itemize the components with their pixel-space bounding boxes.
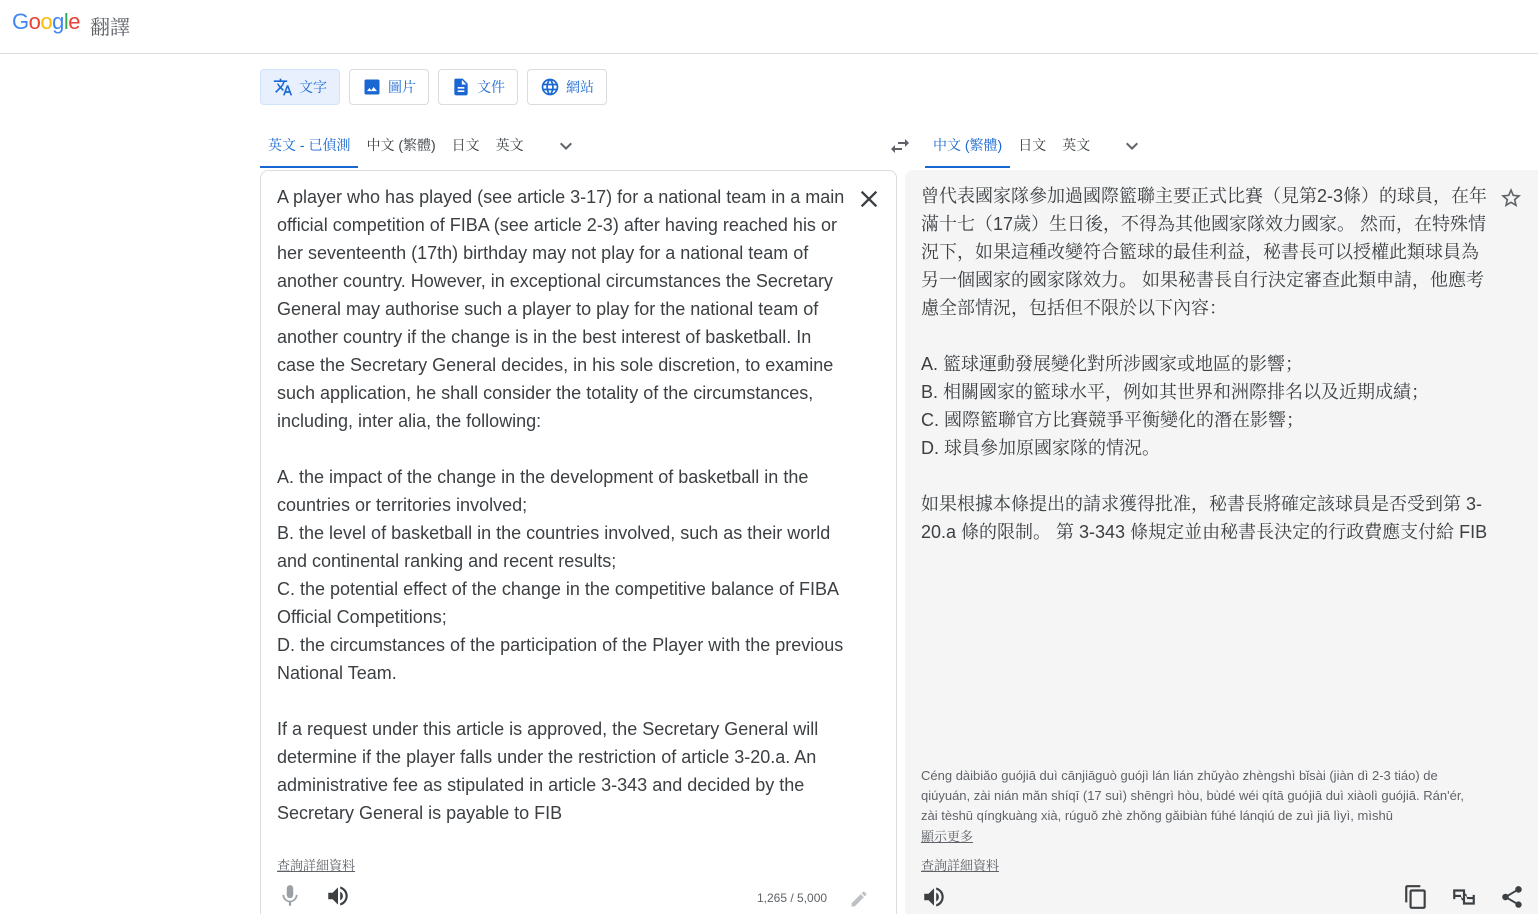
share-icon[interactable] (1499, 884, 1525, 910)
mode-website-button[interactable]: 網站 (527, 69, 607, 105)
star-icon[interactable] (1499, 186, 1523, 210)
source-lang-detected[interactable]: 英文 - 已偵測 (260, 130, 358, 168)
source-lang-english[interactable]: 英文 (495, 137, 524, 153)
source-lang-japanese[interactable]: 日文 (451, 137, 480, 153)
chevron-down-icon[interactable] (1120, 134, 1144, 158)
microphone-icon[interactable] (277, 883, 303, 909)
mode-selector (260, 69, 607, 105)
source-lang-chinese[interactable]: 中文 (繁體) (366, 137, 436, 153)
show-more-link[interactable]: 顯示更多 (921, 829, 974, 844)
target-lang-japanese[interactable]: 日文 (1018, 137, 1047, 153)
swap-languages-icon[interactable] (888, 134, 912, 158)
target-lang-chinese[interactable]: 中文 (繁體) (925, 130, 1010, 168)
target-panel (905, 170, 1538, 914)
feedback-icon[interactable] (1451, 884, 1477, 910)
romanization-text: Céng dàibiǎo guójiā duì cānjiāguò guójì lán lián zhǔyào zhèngshì bǐsài (jiàn dì 2-3 tiáo) de qiúyuán, zài nián mǎn shíqī (17 suì) shēngrì hòu, bùdé wéi qítā guójiā duì xiàolì guójiā. Rán'ér, zài tèshū qíngkuàng xià, rúguǒ zhè zhǒng gǎibiàn fúhé lánqiú de zuì jiā lìyì, mìshū (921, 768, 1468, 823)
globe-icon (540, 77, 560, 97)
target-lang-english[interactable]: 英文 (1062, 137, 1091, 153)
source-text-input[interactable]: A player who has played (see article 3-17) for a national team in a main official competition of FIBA (see article 2-3) after having reached his or her seventeenth (17th) birthday may not play for a national team of another country. However, in exceptional circumstances the Secretary General may authorise such a player to play for the national team of another country if the change is in the best interest of basketball. In case the Secretary General decides, in his sole discretion, to examine such application, he shall consider the totality of the circumstances, including, inter alia, the following: A. the impact of the change in the development of basketball in the countries or territories involved; B. the level of basketball in the countries involved, such as their world and continental ranking and recent results; C. the potential effect of the change in the competitive balance of FIBA Official Competitions; D. the circumstances of the participation of the Player with the previous National Team. If a request under this article is approved, the Secretary General will determine if the player falls under the restriction of article 3-20.a. An administrative fee as stipulated in article 3-343 and decided by the Secretary General is payable to FIB (277, 187, 845, 823)
source-language-bar (260, 130, 897, 168)
app-header (0, 0, 1538, 54)
speaker-icon[interactable] (921, 884, 947, 910)
translate-icon (273, 77, 293, 97)
copy-icon[interactable] (1403, 884, 1429, 910)
google-logo[interactable]: Google (12, 9, 81, 34)
close-icon[interactable] (855, 185, 883, 213)
speaker-icon[interactable] (325, 883, 351, 909)
target-language-bar (925, 130, 1538, 168)
character-counter: 1,265 / 5,000 (757, 891, 828, 905)
product-name: 翻譯 (90, 17, 130, 39)
mode-text-button[interactable]: 文字 (260, 69, 340, 105)
source-panel (260, 170, 897, 914)
target-details-link[interactable]: 查詢詳細資料 (921, 858, 1000, 873)
image-icon (362, 77, 382, 97)
source-details-link[interactable]: 查詢詳細資料 (277, 858, 356, 873)
mode-image-button[interactable]: 圖片 (349, 69, 429, 105)
document-icon (451, 77, 471, 97)
mode-document-button[interactable]: 文件 (438, 69, 518, 105)
chevron-down-icon[interactable] (554, 134, 578, 158)
translation-output: 曾代表國家隊參加過國際籃聯主要正式比賽（見第2-3條）的球員，在年滿十七（17歲）生日後，不得為其他國家隊效力國家。 然而，在特殊情況下，如果這種改變符合籃球的最佳利益，秘書長可以授權此類球員為另一個國家的國家隊效力。 如果秘書長自行決定審查此類申請，他應考慮全部情況，包括但不限於以下內容： A. 籃球運動發展變化對所涉國家或地區的影響； B. 相關國家的籃球水平，例如其世界和洲際排名以及近期成績； C. 國際籃聯官方比賽競爭平衡變化的潛在影響； D. 球員參加原國家隊的情況。 如果根據本條提出的請求獲得批准，秘書長將確定該球員是否受到第 3-20.a 條的限制。 第 3-343 條規定並由秘書長決定的行政費應支付給 FIB (921, 186, 1488, 542)
edit-icon[interactable] (849, 889, 869, 909)
